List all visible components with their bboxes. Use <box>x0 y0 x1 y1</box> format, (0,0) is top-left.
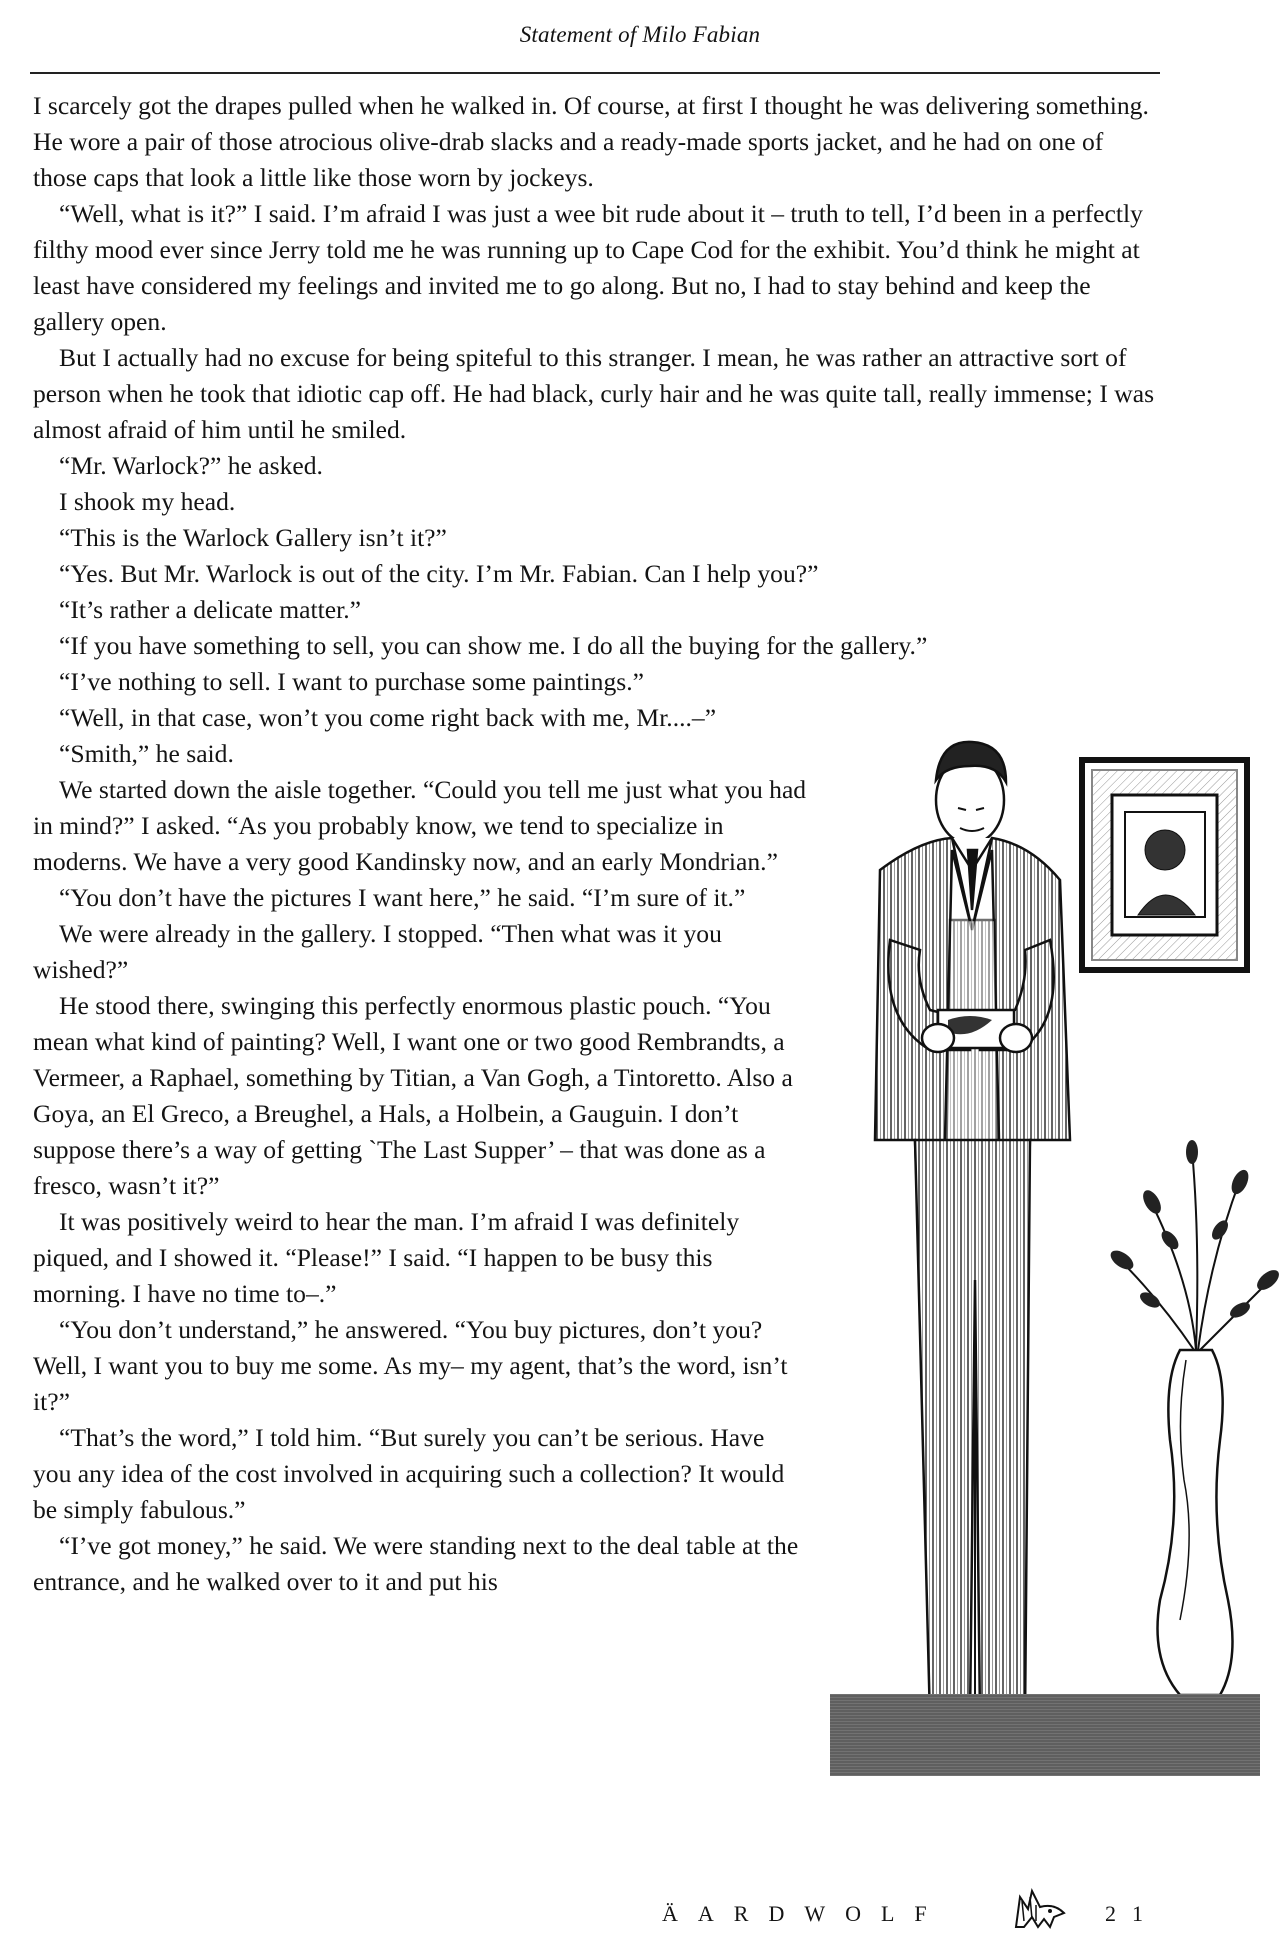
paragraph: “It’s rather a delicate matter.” <box>59 595 361 624</box>
halftone-bar <box>830 1694 1260 1776</box>
paragraph: “Mr. Warlock?” he asked. <box>59 451 323 480</box>
paragraph: We were already in the gallery. I stopped. “Then what was it you wished?” <box>33 919 722 984</box>
vase-with-plant <box>1107 1140 1280 1695</box>
framed-picture <box>1082 760 1247 970</box>
man-figure <box>875 742 1070 1728</box>
paragraph: “That’s the word,” I told him. “But surely you can’t be serious. Have you any idea of the cost involved in acquiring such a collection? It would be simply fabulous.” <box>33 1423 785 1524</box>
paragraph: I scarcely got the drapes pulled when he walked in. Of course, at first I thought he was delivering something. He wore a pair of those atrocious olive-drab slacks and a ready-made sports jacket, and he had on one of those caps that look a little like those worn by jockeys. <box>33 91 1149 192</box>
paragraph: “Well, what is it?” I said. I’m afraid I was just a wee bit rude about it – truth to tell, I’d been in a perfectly filthy mood ever since Jerry told me he was running up to Cape Cod for the exhibit. You’d think he might at least have considered my feelings and invited me to go along. But no, I had to stay behind and keep the gallery open. <box>33 199 1143 336</box>
running-head: Statement of Milo Fabian <box>519 22 761 47</box>
aardwolf-logo-icon <box>1010 1887 1068 1931</box>
paragraph: “If you have something to sell, you can show me. I do all the buying for the gallery.” <box>59 631 928 660</box>
paragraph: We started down the aisle together. “Could you tell me just what you had in mind?” I asked. “As you probably know, we tend to specialize in moderns. We have a very good Kandinsky now, and an early Mondrian.” <box>33 775 807 876</box>
paragraph: “This is the Warlock Gallery isn’t it?” <box>59 523 447 552</box>
paragraph: “Smith,” he said. <box>59 739 234 768</box>
paragraph: “Yes. But Mr. Warlock is out of the city. I’m Mr. Fabian. Can I help you?” <box>59 559 819 588</box>
paragraph: “I’ve nothing to sell. I want to purchase some paintings.” <box>59 667 644 696</box>
paragraph: “Well, in that case, won’t you come right back with me, Mr....–” <box>59 703 717 732</box>
page-footer <box>650 1895 1170 1935</box>
paragraph: “You don’t understand,” he answered. “You buy pictures, don’t you? Well, I want you to buy me some. As my– my agent, that’s the word, isn’t it?” <box>33 1315 788 1416</box>
paragraph: He stood there, swinging this perfectly enormous plastic pouch. “You mean what kind of painting? Well, I want one or two good Rembrandts, a Vermeer, a Raphael, something by Titian, a Van Gogh, a Tintoretto. Also a Goya, an El Greco, a Breughel, a Hals, a Holbein, a Gauguin. I don’t suppose there’s a way of getting `The Last Supper’ – that was done as a fresco, wasn’t it?” <box>33 991 793 1200</box>
paragraph: It was positively weird to hear the man. I’m afraid I was definitely piqued, and I showed it. “Please!” I said. “I happen to be busy this morning. I have no time to–.” <box>33 1207 740 1308</box>
paragraph: But I actually had no excuse for being spiteful to this stranger. I mean, he was rather an attractive sort of person when he took that idiotic cap off. He had black, curly hair and he was quite tall, really immense; I was almost afraid of him until he smiled. <box>33 343 1155 444</box>
magazine-brand: ÄARDWOLF <box>662 1901 947 1926</box>
paragraph: “I’ve got money,” he said. We were standing next to the deal table at the entrance, and he walked over to it and put his <box>33 1531 799 1596</box>
paragraph: “You don’t have the pictures I want here,” he said. “I’m sure of it.” <box>59 883 746 912</box>
page-number: 21 <box>1105 1901 1159 1926</box>
paragraph: I shook my head. <box>59 487 236 516</box>
header-rule <box>30 72 1160 74</box>
illustration-man-in-suit <box>820 720 1280 1748</box>
